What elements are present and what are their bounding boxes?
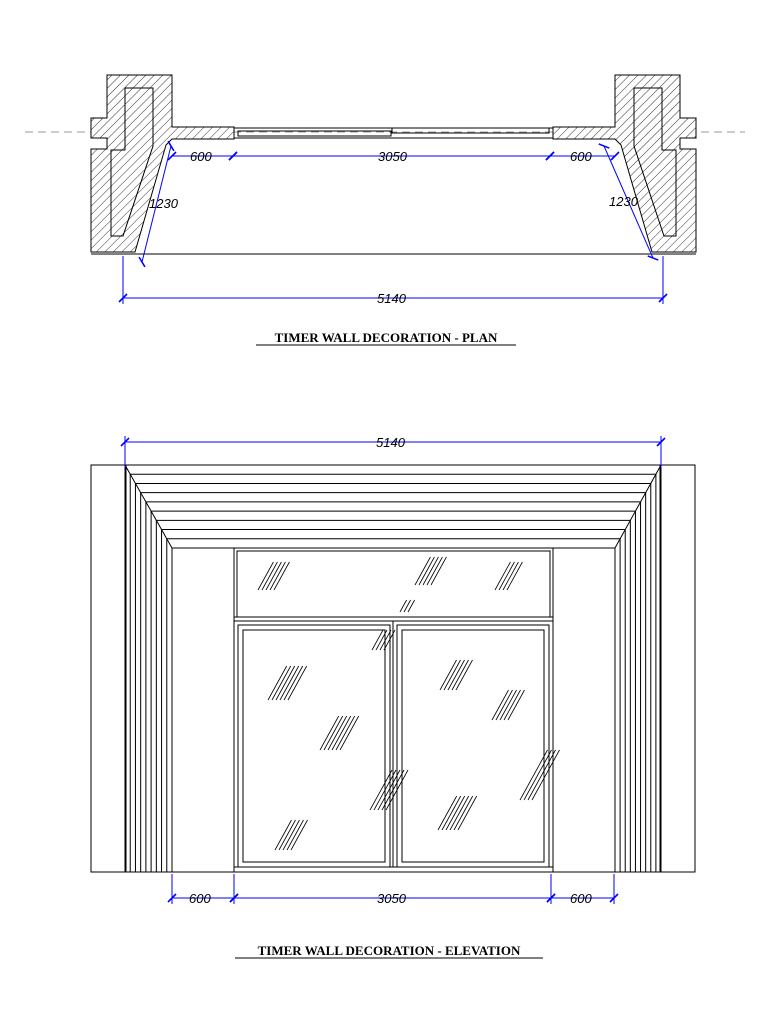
glass-reflection-mark (431, 557, 446, 585)
glass-reflection-mark (288, 666, 307, 700)
elev-dim-center: 3050 (377, 891, 406, 906)
glass-reflection-mark (262, 562, 277, 590)
glass-reflection-mark (408, 600, 415, 612)
glass-reflection-mark (450, 796, 469, 830)
elev-glass-reflections (258, 557, 560, 850)
glass-reflection-mark (272, 666, 291, 700)
glass-reflection-mark (340, 716, 359, 750)
glass-reflection-mark (524, 750, 552, 800)
glass-reflection-mark (280, 666, 299, 700)
glass-reflection-mark (442, 796, 461, 830)
glass-reflection-mark (438, 796, 457, 830)
glass-reflection-mark (266, 562, 281, 590)
glass-reflection-mark (448, 660, 465, 690)
glass-reflection-mark (274, 562, 289, 590)
plan-view (25, 75, 745, 345)
elev-dim-left: 600 (189, 891, 211, 906)
elev-right-pilaster (660, 465, 695, 872)
glass-reflection-mark (320, 716, 339, 750)
elev-left-panel (172, 548, 234, 872)
glass-reflection-mark (495, 562, 510, 590)
glass-reflection-mark (454, 796, 473, 830)
plan-dim-overall: 5140 (377, 291, 406, 306)
glass-reflection-mark (520, 750, 548, 800)
timber-corner-miter (615, 465, 661, 548)
glass-reflection-mark (458, 796, 477, 830)
glass-reflection-mark (283, 820, 300, 850)
elev-dim-overall: 5140 (376, 435, 405, 450)
glass-reflection-mark (427, 557, 442, 585)
glass-reflection-mark (507, 562, 522, 590)
glass-reflection-mark (258, 562, 273, 590)
glass-reflection-mark (419, 557, 434, 585)
glass-reflection-mark (528, 750, 556, 800)
plan-window (91, 128, 696, 254)
elevation-view (91, 435, 695, 958)
elev-left-pilaster (91, 465, 126, 872)
glass-reflection-mark (268, 666, 287, 700)
elev-dim-right: 600 (570, 891, 592, 906)
glass-reflection-mark (336, 716, 355, 750)
glass-reflection-mark (324, 716, 343, 750)
glass-reflection-mark (328, 716, 347, 750)
plan-dim-center: 3050 (378, 149, 407, 164)
glass-reflection-mark (404, 600, 411, 612)
glass-reflection-mark (332, 716, 351, 750)
glass-reflection-mark (276, 666, 295, 700)
glass-reflection-mark (446, 796, 465, 830)
plan-title: TIMER WALL DECORATION - PLAN (274, 330, 498, 345)
glass-reflection-mark (500, 690, 517, 720)
plan-dim-left: 600 (190, 149, 212, 164)
glass-reflection-mark (415, 557, 430, 585)
glass-reflection-mark (270, 562, 285, 590)
plan-dimensions (123, 146, 663, 304)
timber-corner-miter (125, 465, 172, 548)
plan-dim-left-diagonal: 1230 (149, 196, 178, 211)
glass-reflection-mark (499, 562, 514, 590)
plan-dim-right: 600 (570, 149, 592, 164)
glass-reflection-mark (400, 600, 407, 612)
plan-left-wall (91, 75, 234, 252)
glass-reflection-mark (284, 666, 303, 700)
glass-reflection-mark (503, 562, 518, 590)
glass-reflection-mark (423, 557, 438, 585)
plan-dim-right-diagonal: 1230 (609, 194, 638, 209)
elevation-title: TIMER WALL DECORATION - ELEVATION (257, 943, 521, 958)
elev-right-panel (553, 548, 615, 872)
